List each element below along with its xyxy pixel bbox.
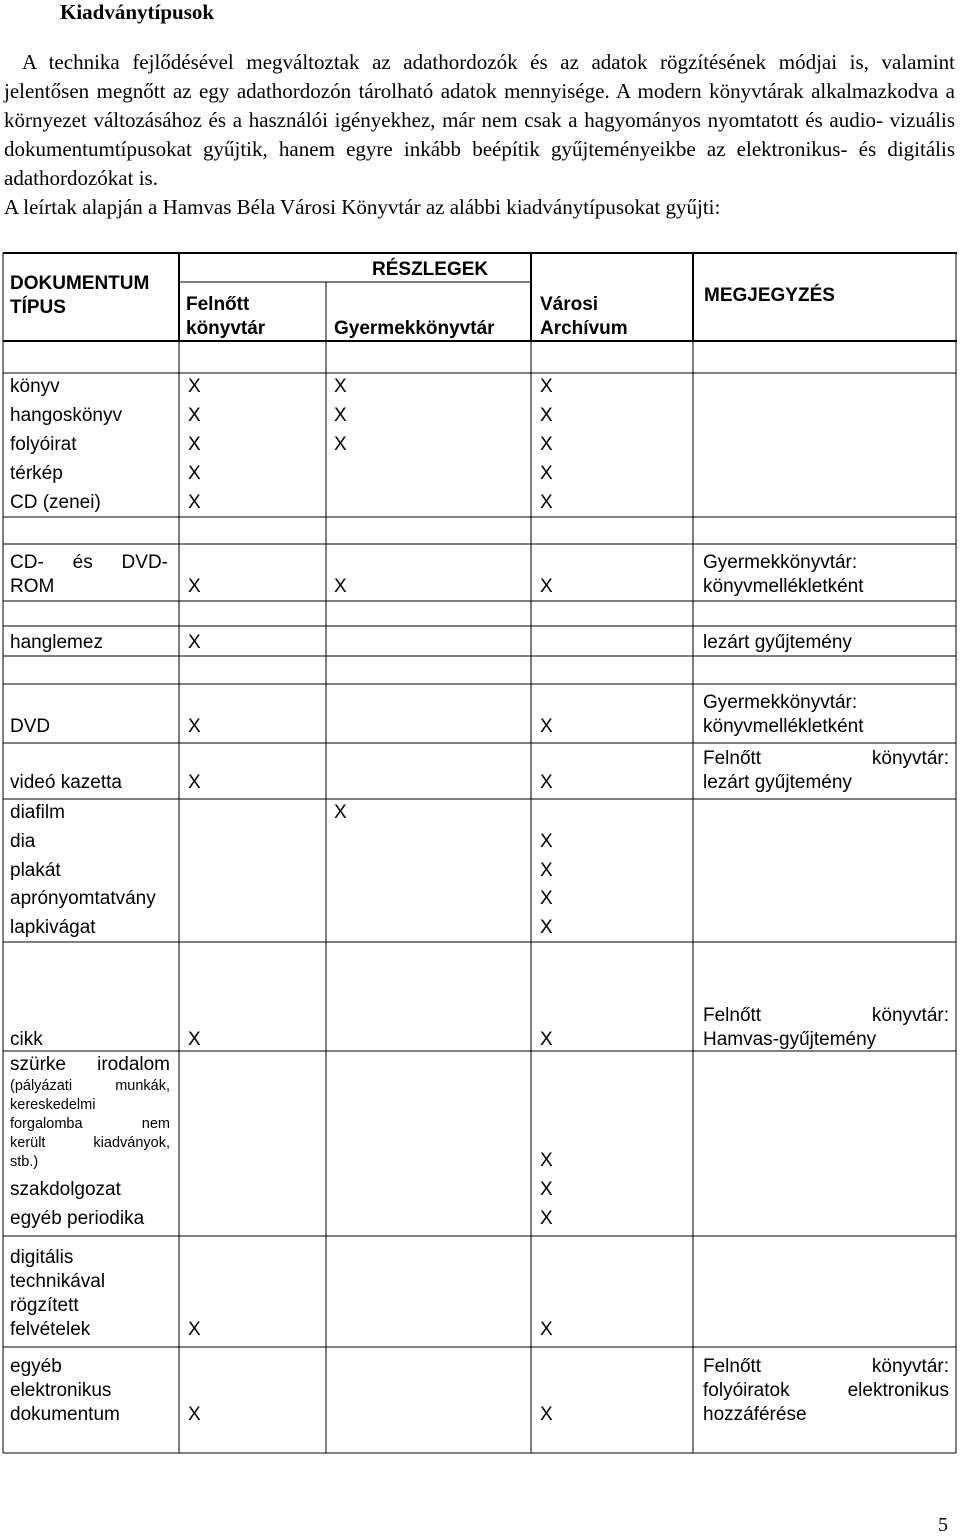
mark-archive: X [540,405,553,426]
mark-adult: X [188,492,201,513]
mark-adult: X [188,716,201,737]
row-type-line2: technikával [10,1271,106,1292]
row-note-line1: Felnőtt könyvtár: [703,1005,949,1026]
row-type-line3: dokumentum [10,1404,120,1425]
mark-adult: X [188,632,201,653]
row-note-line3: hozzáférése [703,1404,807,1425]
row-subtext-line5: stb.) [10,1154,39,1170]
mark-archive: X [540,917,553,938]
row-subtext-line1: (pályázati munkák, [10,1078,170,1094]
row-note-line2: lezárt gyűjtemény [703,772,852,793]
mark-archive: X [540,1208,553,1229]
mark-adult: X [188,434,201,455]
row-type-line1: egyéb [10,1356,62,1377]
row-type: diafilm [10,802,65,823]
header-doc-type-line1: DOKUMENTUM [10,273,150,294]
mark-archive: X [540,1029,553,1050]
mark-adult: X [188,376,201,397]
mark-archive: X [540,434,553,455]
mark-archive: X [540,716,553,737]
row-type: szürke irodalom [10,1054,170,1075]
row-type: cikk [10,1029,43,1050]
mark-archive: X [540,1179,553,1200]
row-type: CD (zenei) [10,492,101,513]
mark-archive: X [540,860,553,881]
row-note-line1: Felnőtt könyvtár: [703,748,949,769]
row-type: könyv [10,376,60,397]
header-note: MEGJEGYZÉS [704,285,835,306]
mark-adult: X [188,1029,201,1050]
row-type-line1: CD- és DVD- [10,552,168,573]
row-type-line1: digitális [10,1247,74,1268]
page-title: Kiadványtípusok [60,0,215,24]
mark-children: X [334,376,347,397]
mark-archive: X [540,463,553,484]
row-type: egyéb periodika [10,1208,145,1229]
row-note-line1: Gyermekkönyvtár: [703,692,858,713]
row-note-line1: Gyermekkönyvtár: [703,552,858,573]
row-type: videó kazetta [10,772,122,793]
row-type: folyóirat [10,434,77,455]
mark-archive: X [540,1150,553,1171]
header-adult-line1: Felnőtt [186,294,250,315]
row-type-line4: felvételek [10,1319,91,1340]
row-note-line2: könyvmellékletként [703,716,864,737]
row-subtext-line2: kereskedelmi [10,1097,96,1113]
mark-archive: X [540,1404,553,1425]
row-type: DVD [10,716,51,737]
mark-archive: X [540,831,553,852]
intro-sentence: A leírtak alapján a Hamvas Béla Városi Könyvtár az alábbi kiadványtípusokat gyűjti: [4,195,721,219]
row-type: lapkivágat [10,917,96,938]
row-type: aprónyomtatvány [10,888,156,909]
row-type: plakát [10,860,61,881]
row-type: dia [10,831,36,852]
mark-adult: X [188,1319,201,1340]
row-type-line2: ROM [10,576,55,597]
intro-paragraph: A technika fejlődésével megváltoztak az adathordozók és az adatok rögzítésének módjai is, valamint jelentősen megnőtt az egy adathordozón tárolható adatok mennyisége. A modern könyvtárak alkalmazkodva a környezet változásához és a használói igényekhez, már nem csak a hagyományos nyomtatott és audio- vizuális dokumentumtípusokat gyűjtik, hanem egyre inkább beépítik gyűjteményeikbe az elektronikus- és digitális adathordozókat is. [4,50,955,190]
row-type: hangoskönyv [10,405,122,426]
mark-archive: X [540,888,553,909]
row-type: szakdolgozat [10,1179,121,1200]
row-type: hanglemez [10,632,103,653]
row-type-line2: elektronikus [10,1380,112,1401]
page-number: 5 [938,1514,948,1536]
row-type-line3: rögzített [10,1295,79,1316]
header-children: Gyermekkönyvtár [334,318,495,339]
mark-archive: X [540,1319,553,1340]
row-note-line2: folyóiratok elektronikus [703,1380,949,1401]
mark-children: X [334,802,347,823]
mark-adult: X [188,405,201,426]
mark-archive: X [540,492,553,513]
row-subtext-line3: forgalomba nem [10,1116,170,1132]
row-type: térkép [10,463,63,484]
row-subtext-line4: került kiadványok, [10,1135,170,1151]
mark-adult: X [188,772,201,793]
mark-archive: X [540,772,553,793]
mark-archive: X [540,576,553,597]
header-doc-type-line2: TÍPUS [10,297,66,318]
header-archive-line2: Archívum [540,318,628,339]
mark-adult: X [188,1404,201,1425]
mark-children: X [334,576,347,597]
row-note: lezárt gyűjtemény [703,632,852,653]
mark-children: X [334,434,347,455]
mark-adult: X [188,576,201,597]
header-adult-line2: könyvtár [186,318,266,339]
header-departments: RÉSZLEGEK [372,259,489,280]
header-archive-line1: Városi [540,294,599,315]
row-note-line2: Hamvas-gyűjtemény [703,1029,877,1050]
mark-children: X [334,405,347,426]
row-note-line2: könyvmellékletként [703,576,864,597]
row-note-line1: Felnőtt könyvtár: [703,1356,949,1377]
mark-adult: X [188,463,201,484]
mark-archive: X [540,376,553,397]
